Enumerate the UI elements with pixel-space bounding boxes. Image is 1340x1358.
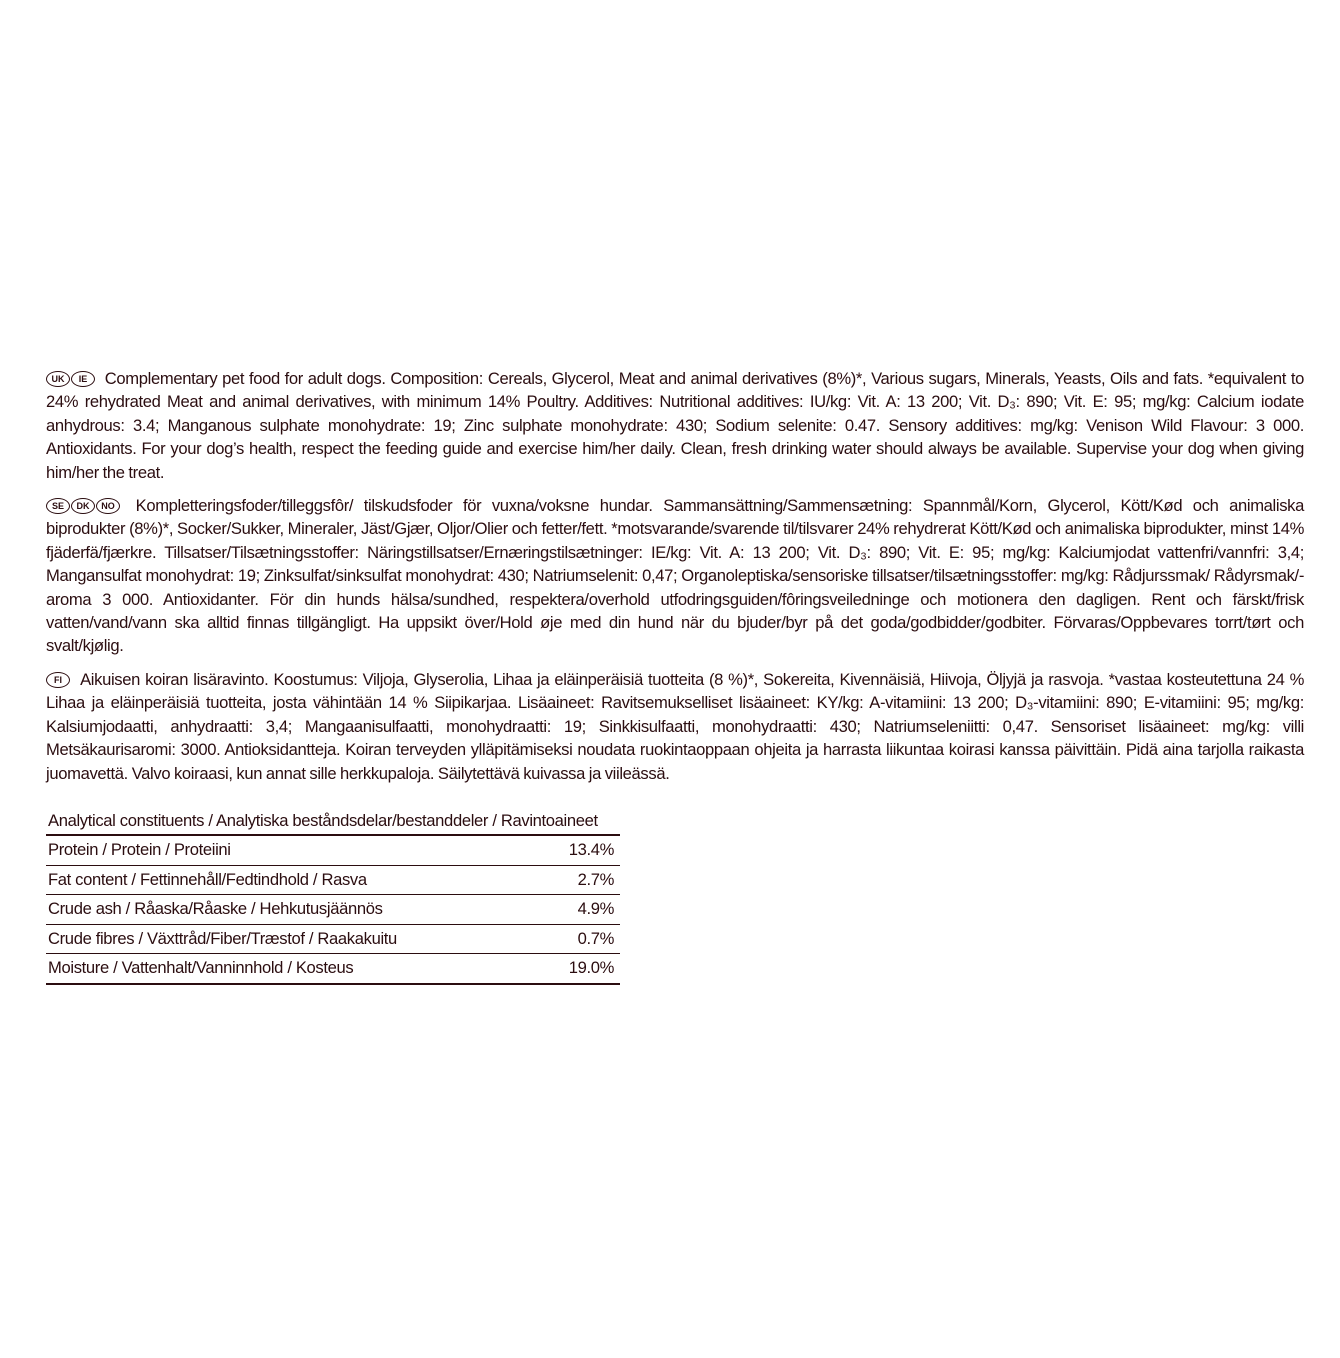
row-label: Fat content / Fettinnehåll/Fedtindhold / Rasva <box>48 869 367 889</box>
paragraph-se-dk-no <box>46 494 1304 658</box>
country-code-badge: DK <box>71 498 95 514</box>
table-row <box>46 925 620 955</box>
paragraph-text: Kompletteringsfoder/tilleggsfôr/ tilskudsfoder för vuxna/voksne hundar. Sammansättning/Sammensætning: Spannmål/Korn, Glycerol, Kött/Kød och animaliska biprodukter (8%)*, Socker/Sukker, Mineraler, Jäst/Gjær, Oljor/Olier och fetter/fett. *motsvarande/svarende til/tilsvarer 24% rehydrerat Kött/Kød och animaliska biprodukter, minst 14% fjäderfä/fjærkre. Tillsatser/Tilsætningsstoffer: Näringstillsatser/Ernæringstilsætninger: IE/kg: Vit. A: 13 200; Vit. D₃: 890; Vit. E: 95; mg/kg: Kalciumjodat vattenfri/vannfri: 3,4; Mangansulfat monohydrat: 19; Zinksulfat/sinksulfat monohydrat: 430; Natriumselenit: 0,47; Organoleptiska/sensoriske tillsatser/tilsætningsstoffer: mg/kg: Rådjurssmak/ Rådyrsmak/-aroma 3 000. Antioxidanter. För din hunds hälsa/sundhed, respektera/overhold utfodringsguiden/fôringsveiledninge och motionera den dagligen. Rent och färskt/frisk vatten/vand/vann ska alltid finnas tillgängligt. Ha uppsikt över/Hold øje med din hund när du bjuder/byr på det goda/godbidder/godbiter. Förvaras/Oppbevares torrt/tørt och svalt/kjølig. <box>46 496 1305 656</box>
table-row <box>46 866 620 896</box>
row-label: Crude ash / Råaska/Råaske / Hehkutusjäännös <box>48 899 383 918</box>
table-row <box>46 954 620 985</box>
country-codes-se-dk-no <box>46 496 132 515</box>
row-value: 0.7% <box>577 928 614 948</box>
paragraph-text: Aikuisen koiran lisäravinto. Koostumus: Viljoja, Glyserolia, Lihaa ja eläinperäisiä tuotteita (8 %)*, Sokereita, Kivennäisiä, Hiivoja, Öljyjä ja rasvoja. *vastaa kosteutettuna 24 % Lihaa ja eläinperäisiä tuotteita, josta vähintään 14 % Siipikarjaa. Lisäaineet: Ravitsemukselliset lisäaineet: KY/kg: A-vitamiini: 13 200; D₃-vitamiini: 890; E-vitamiini: 95; mg/kg: Kalsiumjodaatti, anhydraatti: 3,4; Mangaanisulfaatti, monohydraatti: 19; Sinkkisulfaatti, monohydraatti: 430; Natriumseleniitti: 0,47. Sensoriset lisäaineet: mg/kg: villi Metsäkaurisaromi: 3000. Antioksidantteja. Koiran terveyden ylläpitämiseksi noudata ruokintaoppaan ohjeita ja harrasta liikuntaa koirasi kanssa päivittäin. Pidä aina tarjolla raikasta juomavettä. Valvo koiraasi, kun annat sille herkkupaloja. Säilytettävä kuivassa ja viileässä. <box>46 669 1304 783</box>
label-text-block <box>46 367 1304 795</box>
paragraph-text: Complementary pet food for adult dogs. Composition: Cereals, Glycerol, Meat and animal derivatives (8%)*, Various sugars, Minerals, Yeasts, Oils and fats. *equivalent to 24% rehydrated Meat and animal derivatives, with minimum 14% Poultry. Additives: Nutritional additives: IU/kg: Vit. A: 13 200; Vit. D₃: 890; Vit. E: 95; mg/kg: Calcium iodate anhydrous: 3.4; Manganous sulphate monohydrate: 19; Zinc sulphate monohydrate: 430; Sodium selenite: 0.47. Sensory additives: mg/kg: Venison Wild Flavour: 3 000. Antioxidants. For your dog’s health, respect the feeding guide and exercise him/her daily. Clean, fresh drinking water should always be available. Supervise your dog when giving him/her the treat. <box>46 369 1304 482</box>
analytical-constituents-table <box>46 808 620 985</box>
table-header: Analytical constituents / Analytiska beståndsdelar/bestanddeler / Ravintoaineet <box>46 808 620 836</box>
country-codes-fi <box>46 670 76 689</box>
row-value: 13.4% <box>568 840 614 859</box>
row-label: Protein / Protein / Proteiini <box>48 840 231 859</box>
paragraph-uk-ie <box>46 367 1304 484</box>
row-value: 19.0% <box>568 958 614 977</box>
table-row <box>46 895 620 925</box>
country-code-badge: NO <box>96 498 120 514</box>
row-value: 4.9% <box>577 899 614 918</box>
country-code-badge: FI <box>46 672 70 688</box>
country-code-badge: IE <box>71 371 95 387</box>
country-codes-uk-ie <box>46 369 101 388</box>
paragraph-fi <box>46 668 1304 785</box>
row-value: 2.7% <box>577 869 614 889</box>
row-label: Moisture / Vattenhalt/Vanninnhold / Kosteus <box>48 958 354 977</box>
table-row <box>46 836 620 866</box>
country-code-badge: SE <box>46 498 70 514</box>
row-label: Crude fibres / Växttråd/Fiber/Træstof / Raakakuitu <box>48 928 397 948</box>
country-code-badge: UK <box>46 371 70 387</box>
